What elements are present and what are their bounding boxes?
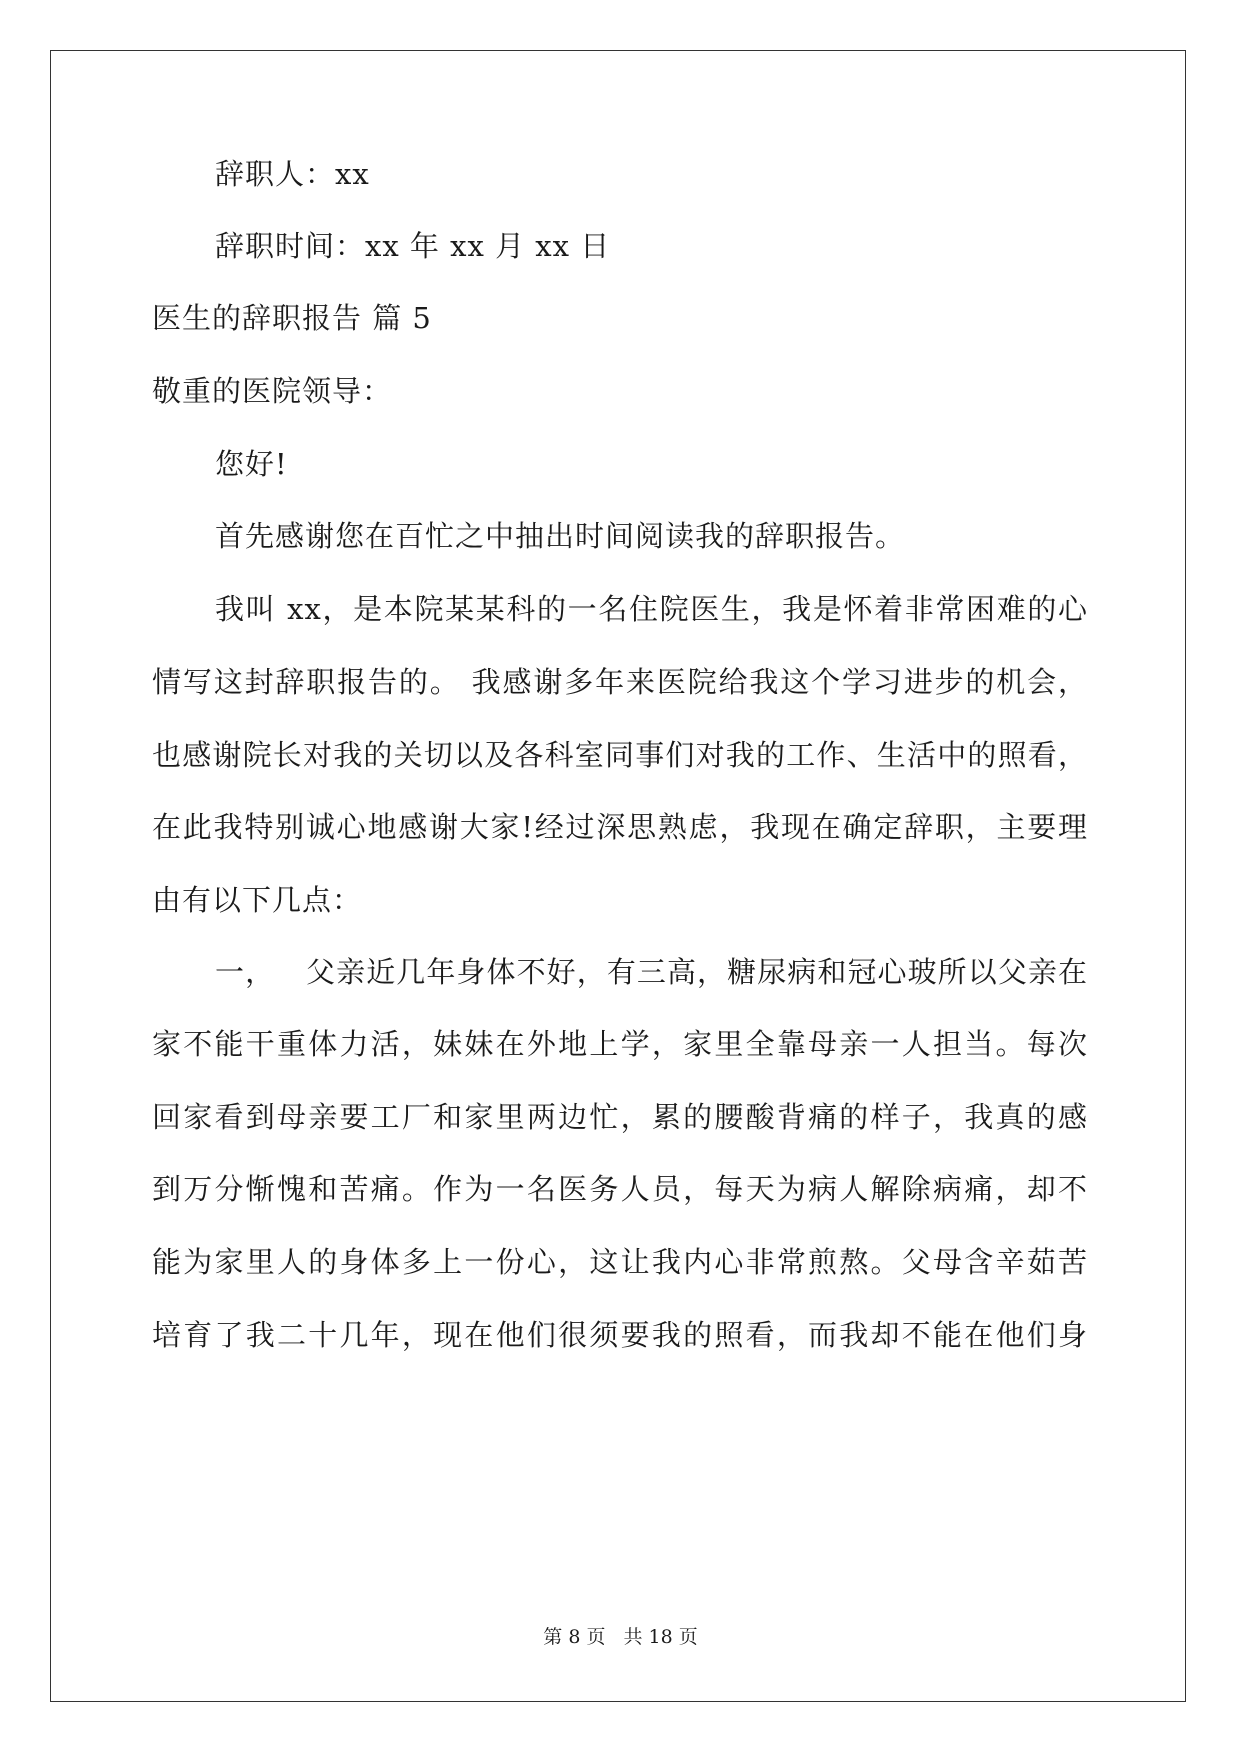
page-border	[50, 50, 1186, 1702]
page-number: 第 8 页	[543, 1626, 606, 1648]
paragraph-line: 我叫 xx，是本院某某科的一名住院医生，我是怀着非常困难的心	[215, 592, 1088, 626]
paragraph-line: 一， 父亲近几年身体不好，有三高，糖尿病和冠心玻所以父亲在	[215, 955, 1088, 989]
paragraph-line: 在此我特别诚心地感谢大家!经过深思熟虑，我现在确定辞职，主要理	[152, 810, 1088, 844]
paragraph-line: 由有以下几点：	[152, 883, 363, 917]
paragraph-line: 家不能干重体力活，妹妹在外地上学，家里全靠母亲一人担当。每次	[152, 1027, 1088, 1061]
section-heading: 医生的辞职报告 篇 5	[152, 301, 432, 335]
page-total: 共 18 页	[623, 1626, 698, 1648]
greeting: 您好!	[215, 447, 288, 481]
page-footer	[0, 1622, 1241, 1649]
resigner-line: 辞职人：xx	[215, 157, 370, 191]
paragraph-line: 也感谢院长对我的关切以及各科室同事们对我的工作、生活中的照看，	[152, 738, 1088, 772]
paragraph-line: 情写这封辞职报告的。 我感谢多年来医院给我这个学习进步的机会，	[152, 665, 1088, 699]
paragraph-line: 到万分惭愧和苦痛。作为一名医务人员，每天为病人解除病痛，却不	[152, 1172, 1088, 1206]
resign-date-line: 辞职时间：xx 年 xx 月 xx 日	[215, 229, 611, 263]
paragraph-line: 培育了我二十几年，现在他们很须要我的照看，而我却不能在他们身	[152, 1318, 1088, 1352]
salutation: 敬重的医院领导：	[152, 374, 393, 408]
paragraph-line: 回家看到母亲要工厂和家里两边忙，累的腰酸背痛的样子，我真的感	[152, 1100, 1088, 1134]
paragraph-line: 能为家里人的身体多上一份心，这让我内心非常煎熬。父母含辛茹苦	[152, 1245, 1088, 1279]
paragraph-line: 首先感谢您在百忙之中抽出时间阅读我的辞职报告。	[215, 519, 906, 553]
